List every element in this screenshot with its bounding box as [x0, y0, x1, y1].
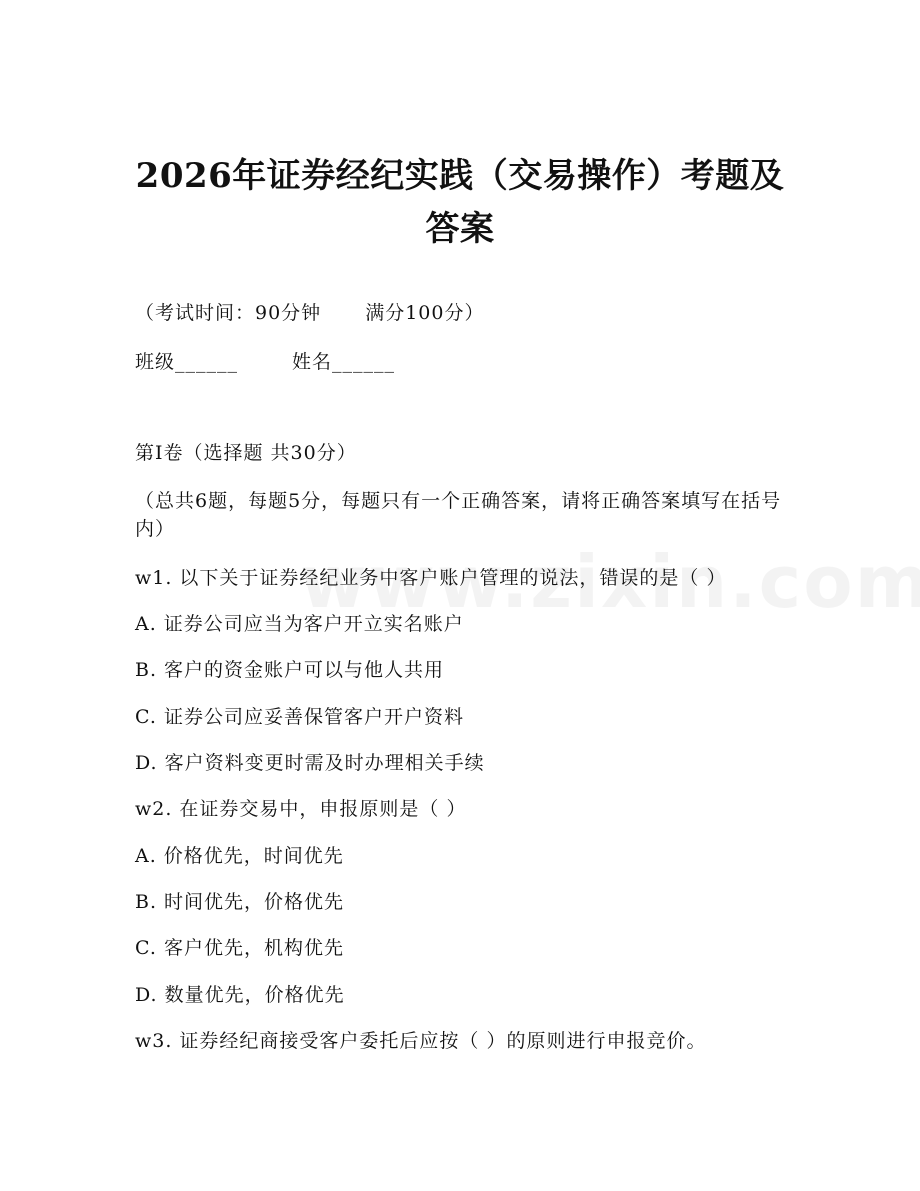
exam-info: [135, 300, 484, 326]
document-title: 2026年证券经纪实践（交易操作）考题及答案: [135, 156, 785, 249]
question-option: D. 数量优先，价格优先: [135, 984, 345, 1006]
name-field: 姓名______: [292, 351, 396, 373]
question-option: D. 客户资料变更时需及时办理相关手续: [135, 752, 485, 774]
question-option: C. 客户优先，机构优先: [135, 937, 344, 959]
question-option: C. 证券公司应妥善保管客户开户资料: [135, 706, 464, 728]
class-field: 班级______: [135, 351, 239, 373]
question-option: B. 客户的资金账户可以与他人共用: [135, 659, 445, 681]
question-stem: w2. 在证券交易中，申报原则是（ ）: [135, 798, 467, 820]
question-option: A. 价格优先，时间优先: [135, 845, 344, 867]
question-option: A. 证券公司应当为客户开立实名账户: [135, 613, 464, 635]
section-title: 第I卷（选择题 共30分）: [135, 442, 357, 464]
question-stem: w1. 以下关于证券经纪业务中客户账户管理的说法，错误的是（ ）: [135, 567, 727, 589]
exam-score: 满分100分）: [365, 302, 485, 324]
question-option: B. 时间优先，价格优先: [135, 891, 345, 913]
student-fields: [135, 349, 395, 375]
question-stem: w3. 证券经纪商接受客户委托后应按（ ）的原则进行申报竞价。: [135, 1030, 707, 1052]
exam-time: （考试时间：90分钟: [135, 302, 322, 324]
section-instruction: （总共6题，每题5分，每题只有一个正确答案，请将正确答案填写在括号内）: [135, 490, 782, 540]
